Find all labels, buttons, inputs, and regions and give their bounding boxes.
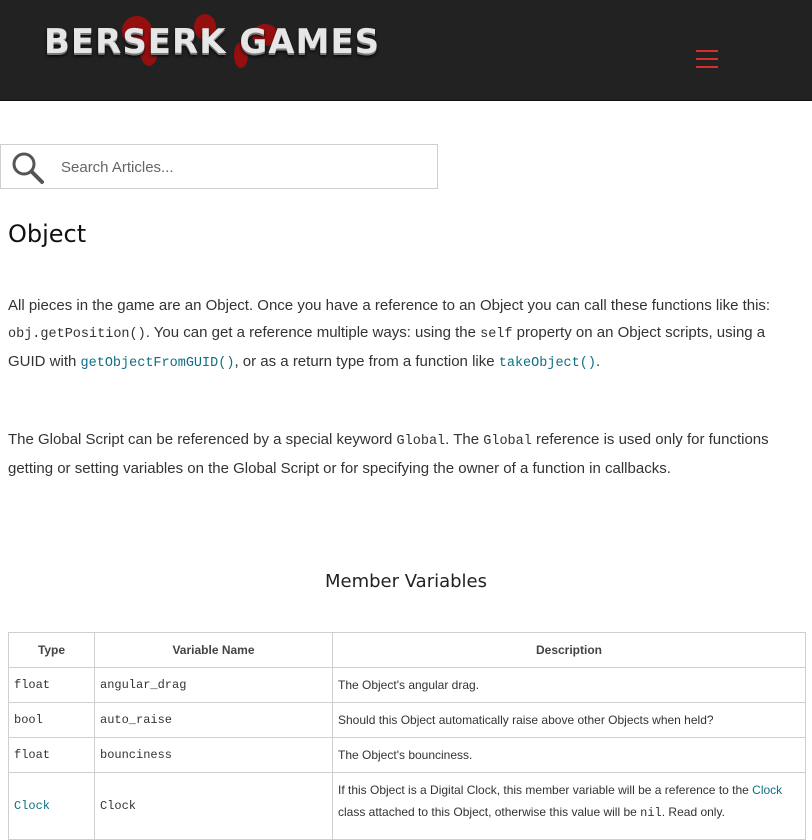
description-text: class attached to this Object, otherwise this value will be — [338, 805, 641, 819]
intro-text: . You can get a reference multiple ways: using the — [145, 324, 481, 341]
code-snippet: obj.getPosition() — [8, 327, 146, 342]
variable-name-cell: Clock — [95, 773, 333, 840]
intro-text: property on an Object scripts, using a GUID with — [8, 324, 766, 370]
member-variables-table — [8, 632, 806, 840]
hamburger-menu-icon[interactable] — [696, 50, 718, 68]
berserk-games-logo[interactable] — [44, 14, 381, 70]
intro-text: . — [595, 353, 601, 370]
code-snippet: nil — [640, 806, 662, 820]
type-cell: float — [9, 668, 95, 703]
global-text: The Global Script can be referenced by a special keyword — [8, 431, 397, 448]
global-text: . The — [445, 431, 484, 448]
page-title: Object — [8, 220, 87, 248]
type-cell: float — [9, 738, 95, 773]
search-input[interactable] — [59, 151, 423, 183]
column-header-variable-name: Variable Name — [95, 633, 333, 668]
description-cell: The Object's bounciness. — [333, 738, 806, 773]
intro-text: , or as a return type from a function like — [234, 353, 499, 370]
description-cell: Should this Object automatically raise above other Objects when held? — [333, 703, 806, 738]
description-cell: The Object's angular drag. — [333, 668, 806, 703]
intro-paragraph — [8, 292, 798, 377]
search-box — [0, 144, 438, 189]
global-paragraph — [8, 426, 798, 482]
global-text: reference is used only for functions getting or setting variables on the Global Script or for specifying the owner of a function in callbacks. — [8, 431, 769, 477]
site-header — [0, 0, 812, 101]
getobjectfromguid-link[interactable]: getObjectFromGUID() — [80, 356, 235, 371]
clock-class-link[interactable]: Clock — [752, 783, 783, 797]
search-icon[interactable] — [11, 151, 45, 185]
type-cell — [9, 773, 95, 840]
description-text: If this Object is a Digital Clock, this member variable will be a reference to the — [338, 783, 753, 797]
code-snippet: self — [480, 327, 513, 342]
table-header-row — [9, 633, 806, 668]
logo-text: BERSERK GAMES — [44, 22, 381, 62]
code-snippet: Global — [396, 434, 446, 449]
variable-name-cell: angular_drag — [95, 668, 333, 703]
clock-type-link[interactable]: Clock — [14, 799, 51, 813]
type-cell: bool — [9, 703, 95, 738]
table-row — [9, 738, 806, 773]
member-variables-heading: Member Variables — [324, 571, 488, 592]
variable-name-cell: auto_raise — [95, 703, 333, 738]
table-row — [9, 773, 806, 840]
column-header-description: Description — [333, 633, 806, 668]
variable-name-cell: bounciness — [95, 738, 333, 773]
column-header-type: Type — [9, 633, 95, 668]
table-row — [9, 703, 806, 738]
table-row — [9, 668, 806, 703]
intro-text: All pieces in the game are an Object. Once you have a reference to an Object you can call these functions like this: — [8, 297, 771, 314]
takeobject-link[interactable]: takeObject() — [498, 356, 596, 371]
description-text: . Read only. — [661, 805, 725, 819]
code-snippet: Global — [483, 434, 532, 449]
description-cell — [333, 773, 806, 840]
